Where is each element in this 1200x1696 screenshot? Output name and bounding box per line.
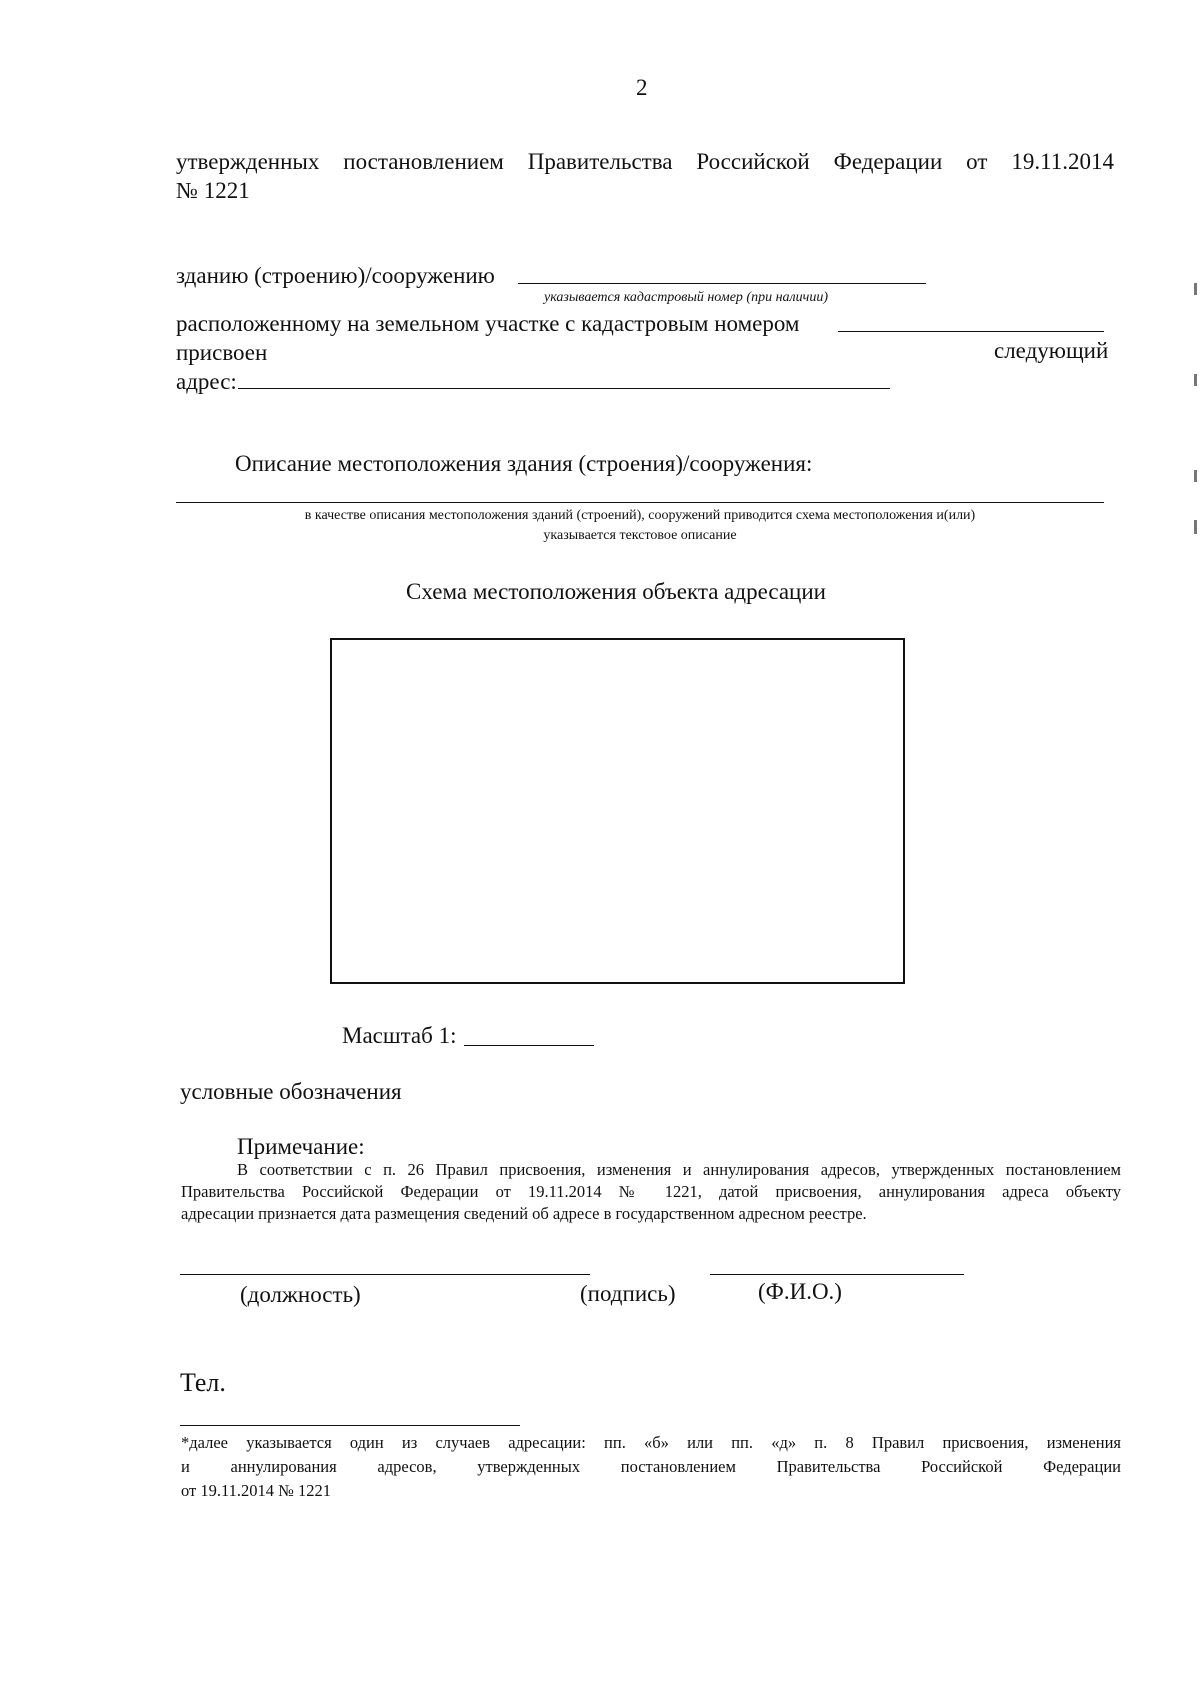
scan-mark [1194, 520, 1197, 534]
scan-mark [1194, 374, 1197, 386]
location-description-input-line[interactable] [176, 502, 1104, 503]
page-number: 2 [636, 75, 648, 100]
scale-input-line[interactable] [464, 1045, 594, 1046]
signature-caption: (подпись) [580, 1281, 676, 1306]
location-description-hint-2: указывается текстовое описание [543, 528, 737, 543]
footnote-separator [180, 1425, 520, 1426]
note-title: Примечание: [237, 1134, 365, 1159]
address-label: адрес: [176, 369, 237, 394]
intro-line-1: утвержденных постановлением Правительства Российской Федерации от 19.11.2014 [176, 149, 1114, 174]
following-word: следующий [994, 338, 1109, 363]
land-plot-cadastral-input-line[interactable] [838, 331, 1104, 332]
footnote-line-2: и аннулирования адресов, утвержденных постановлением Правительства Российской Федерации [181, 1457, 1121, 1476]
address-input-line[interactable] [238, 388, 890, 389]
footnote-line-1: *далее указывается один из случаев адресации: пп. «б» или пп. «д» п. 8 Правил присвоения, изменения [181, 1433, 1121, 1452]
note-line-2: Правительства Российской Федерации от 19.11.2014 № 1221, датой присвоения, аннулирования адреса объекту [181, 1182, 1121, 1201]
assigned-word: присвоен [176, 340, 268, 365]
scheme-title: Схема местоположения объекта адресации [406, 579, 826, 604]
name-caption: (Ф.И.О.) [758, 1279, 842, 1304]
note-line-1: В соответствии с п. 26 Правил присвоения, изменения и аннулирования адресов, утвержденных постановлением [237, 1160, 1121, 1179]
position-input-line[interactable] [180, 1274, 590, 1275]
building-cadastral-hint: указывается кадастровый номер (при наличии) [544, 290, 828, 305]
footnote-line-3: от 19.11.2014 № 1221 [181, 1481, 331, 1500]
building-cadastral-input-line[interactable] [518, 283, 926, 284]
intro-line-2: № 1221 [176, 178, 250, 203]
phone-label: Тел. [180, 1368, 226, 1397]
building-label: зданию (строению)/сооружению [176, 263, 495, 288]
scheme-map-box [330, 638, 905, 984]
land-plot-label: расположенному на земельном участке с кадастровым номером [176, 311, 800, 336]
location-description-title: Описание местоположения здания (строения)/сооружения: [235, 451, 813, 476]
scan-mark [1194, 470, 1197, 482]
note-line-3: адресации признается дата размещения сведений об адресе в государственном адресном реестре. [181, 1204, 867, 1223]
position-caption: (должность) [240, 1282, 361, 1307]
location-description-hint-1: в качестве описания местоположения зданий (строений), сооружений приводится схема местоположения и(или) [304, 508, 976, 523]
scale-label: Масштаб 1: [342, 1023, 457, 1048]
legend-label: условные обозначения [180, 1079, 402, 1104]
scan-mark [1194, 283, 1197, 295]
name-input-line[interactable] [710, 1274, 964, 1275]
